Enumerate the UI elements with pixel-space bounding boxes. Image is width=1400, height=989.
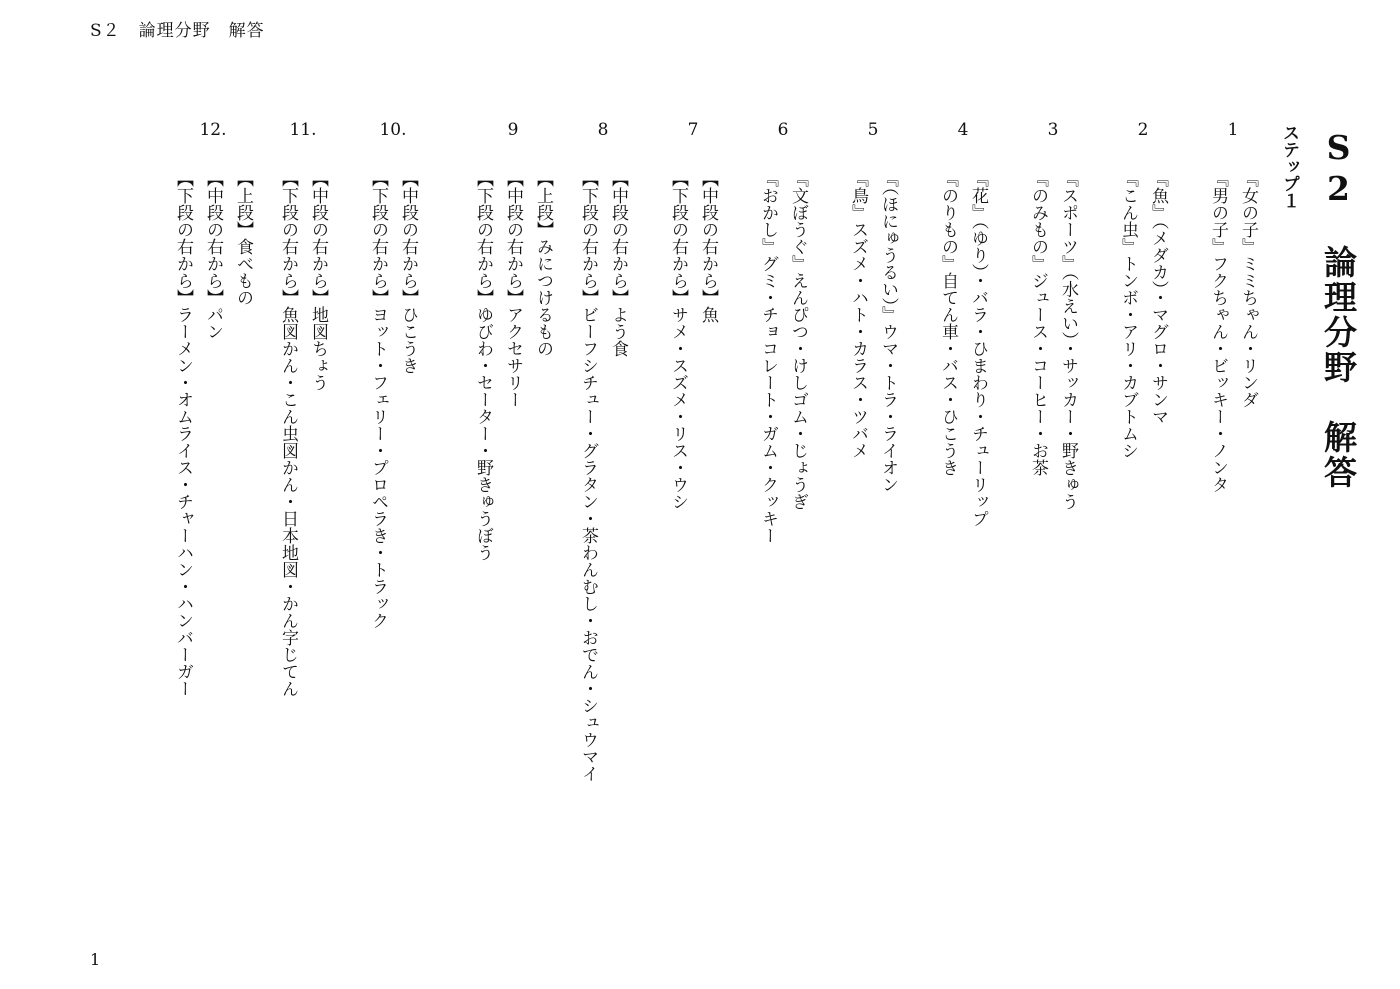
answer-line: 『こん虫』トンボ・アリ・カブトムシ	[1118, 170, 1138, 459]
answer-line: 【上段】みにつけるもの	[533, 170, 553, 357]
answer-line: 【下段の右から】サメ・スズメ・リス・ウシ	[668, 170, 688, 510]
answer-line: 『のりもの』自てん車・バス・ひこうき	[938, 170, 958, 476]
answer-number: 3	[1047, 120, 1059, 140]
answer-number: 2	[1137, 120, 1149, 140]
answer-number: 10.	[379, 120, 407, 140]
answer-line: 『鳥』スズメ・ハト・カラス・ツバメ	[848, 170, 868, 459]
answer-block	[573, 170, 633, 782]
answer-block	[663, 170, 723, 510]
answer-number: 8	[597, 120, 609, 140]
answer-line: 【下段の右から】ビーフシチュー・グラタン・茶わんむし・おでん・シュウマイ	[578, 170, 598, 782]
answer-line: 【中段の右から】ひこうき	[398, 170, 418, 374]
answer-line: 【下段の右から】魚図かん・こん虫図かん・日本地図・かん字じてん	[278, 170, 298, 697]
answer-block	[1113, 170, 1173, 459]
answer-number: 6	[777, 120, 789, 140]
answer-number: 7	[687, 120, 699, 140]
answer-line: 【上段】食べもの	[233, 170, 253, 306]
answer-block	[843, 170, 903, 493]
answer-line: 【下段の右から】ゆびわ・セーター・野きゅうぼう	[473, 170, 493, 561]
answer-line: 【中段の右から】よう食	[608, 170, 628, 357]
answer-number: 1	[1227, 120, 1239, 140]
answer-number: 9	[507, 120, 519, 140]
answer-block	[1023, 170, 1083, 510]
answer-block	[468, 170, 558, 561]
answer-line: 【中段の右から】パン	[203, 170, 223, 340]
answer-line: 『おかし』グミ・チョコレート・ガム・クッキー	[758, 170, 778, 544]
answer-block	[933, 170, 993, 527]
answer-number: 12.	[199, 120, 227, 140]
answer-line: 『男の子』フクちゃん・ビッキー・ノンタ	[1208, 170, 1228, 493]
answer-line: 【下段の右から】ヨット・フェリー・プロペラき・トラック	[368, 170, 388, 629]
answer-block	[363, 170, 423, 629]
answer-line: 【中段の右から】魚	[698, 170, 718, 323]
answer-number: 5	[867, 120, 879, 140]
step-label: ステップ１	[1279, 124, 1299, 209]
page-number: 1	[90, 950, 101, 969]
answer-block	[273, 170, 333, 697]
answer-line: 『女の子』ミミちゃん・リンダ	[1238, 170, 1258, 408]
answer-line: 【中段の右から】アクセサリー	[503, 170, 523, 408]
answer-line: 『花』（ゆり）・バラ・ひまわり・チューリップ	[968, 170, 988, 527]
answer-block	[1203, 170, 1263, 493]
answer-line: 『文ぼうぐ』えんぴつ・けしゴム・じょうぎ	[788, 170, 808, 510]
answer-number: 4	[957, 120, 969, 140]
answer-line: 『スポーツ』（水えい）・サッカー・野きゅう	[1058, 170, 1078, 510]
answer-line: 【下段の右から】ラーメン・オムライス・チャーハン・ハンバーガー	[173, 170, 193, 697]
answer-line: 『魚』（メダカ）・マグロ・サンマ	[1148, 170, 1168, 425]
answer-block	[168, 170, 258, 697]
answer-line: 【中段の右から】地図ちょう	[308, 170, 328, 391]
page-header: S２ 論理分野 解答	[90, 21, 265, 41]
answer-line: 『のみもの』ジュース・コーヒー・お茶	[1028, 170, 1048, 476]
answer-number: 11.	[289, 120, 317, 140]
page-title: S2 論理分野 解答	[1319, 128, 1358, 490]
answer-block	[753, 170, 813, 544]
answer-line: 『（ほにゅうるい）』ウマ・トラ・ライオン	[878, 170, 898, 493]
